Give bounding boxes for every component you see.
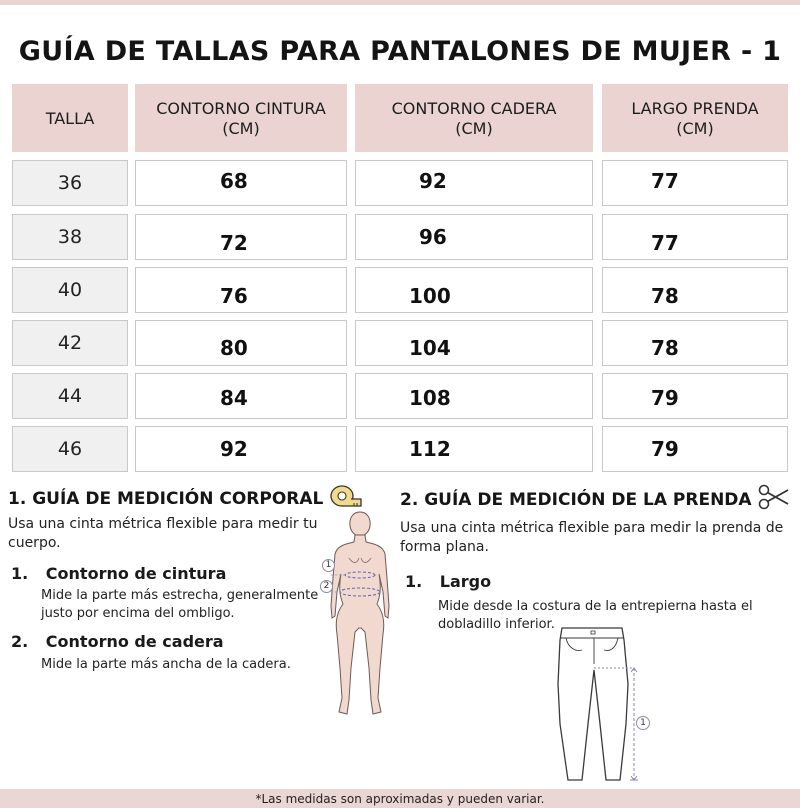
scissors-icon bbox=[758, 484, 790, 515]
section-body-measure-title bbox=[8, 484, 363, 513]
desc-line: dobladillo inferior. bbox=[438, 617, 555, 632]
cell-value: 108 bbox=[409, 386, 451, 410]
item-title-text: Contorno de cintura bbox=[45, 564, 227, 583]
cell-value: 80 bbox=[220, 336, 248, 360]
cell-value: 78 bbox=[651, 284, 679, 308]
body-figure bbox=[315, 508, 405, 723]
table-cell-largo bbox=[602, 267, 788, 313]
table-cell-cadera bbox=[355, 320, 593, 366]
cell-value: 96 bbox=[419, 225, 447, 249]
cell-value: 92 bbox=[419, 169, 447, 193]
section-title-text: 2. GUÍA DE MEDICIÓN DE LA PRENDA bbox=[400, 489, 752, 510]
item-length-title bbox=[405, 572, 491, 591]
footer-note: *Las medidas son aproximadas y pueden variar. bbox=[0, 789, 800, 808]
table-cell-cadera bbox=[355, 373, 593, 419]
item-number: 2. bbox=[11, 632, 29, 651]
cell-value: 84 bbox=[220, 386, 248, 410]
figure-marker-1: 1 bbox=[322, 559, 335, 572]
header-unit: (CM) bbox=[222, 119, 260, 138]
header-talla bbox=[12, 84, 128, 152]
table-row-size: 42 bbox=[12, 320, 128, 366]
header-line: LARGO PRENDA bbox=[631, 99, 759, 118]
table-cell-cadera bbox=[355, 267, 593, 313]
cell-value: 104 bbox=[409, 336, 451, 360]
cell-value: 78 bbox=[651, 336, 679, 360]
table-row-size: 44 bbox=[12, 373, 128, 419]
table-cell-cadera bbox=[355, 426, 593, 472]
item-hip-desc bbox=[41, 656, 331, 674]
desc-line: justo por encima del ombligo. bbox=[41, 606, 235, 621]
cell-value: 100 bbox=[409, 284, 451, 308]
header-line: CONTORNO CINTURA bbox=[156, 99, 326, 118]
table-cell-cintura bbox=[135, 267, 347, 313]
desc-line: Mide la parte más ancha de la cadera. bbox=[41, 657, 291, 672]
header-unit: (CM) bbox=[455, 119, 493, 138]
figure-marker-length: 1 bbox=[636, 716, 650, 730]
table-cell-cadera bbox=[355, 214, 593, 260]
item-waist-title bbox=[11, 564, 226, 583]
table-row-size: 46 bbox=[12, 426, 128, 472]
header-cadera bbox=[355, 84, 593, 152]
section2-intro bbox=[400, 519, 795, 557]
top-strip bbox=[0, 0, 800, 5]
cell-value: 92 bbox=[220, 437, 248, 461]
table-cell-largo bbox=[602, 426, 788, 472]
cell-value: 76 bbox=[220, 284, 248, 308]
cell-value: 68 bbox=[220, 169, 248, 193]
item-number: 1. bbox=[11, 564, 29, 583]
intro-line: Usa una cinta métrica flexible para medir la prenda de bbox=[400, 520, 784, 536]
table-cell-largo bbox=[602, 160, 788, 206]
item-number: 1. bbox=[405, 572, 423, 591]
table-cell-largo bbox=[602, 214, 788, 260]
cell-value: 77 bbox=[651, 169, 679, 193]
header-cintura bbox=[135, 84, 347, 152]
table-cell-largo bbox=[602, 373, 788, 419]
item-title-text: Contorno de cadera bbox=[45, 632, 224, 651]
page-title: GUÍA DE TALLAS PARA PANTALONES DE MUJER - 1 bbox=[18, 36, 782, 67]
section-title-text: 1. GUÍA DE MEDICIÓN CORPORAL bbox=[8, 488, 324, 509]
cell-value: 79 bbox=[651, 386, 679, 410]
intro-line: forma plana. bbox=[400, 539, 489, 555]
table-row-size: 38 bbox=[12, 214, 128, 260]
table-cell-cadera bbox=[355, 160, 593, 206]
table-row-size: 40 bbox=[12, 267, 128, 313]
cell-value: 77 bbox=[651, 231, 679, 255]
header-line: CONTORNO CADERA bbox=[391, 99, 557, 118]
table-cell-cintura bbox=[135, 320, 347, 366]
table-cell-cintura bbox=[135, 214, 347, 260]
item-title-text: Largo bbox=[439, 572, 492, 591]
table-cell-largo bbox=[602, 320, 788, 366]
header-line: TALLA bbox=[45, 109, 95, 128]
table-cell-cintura bbox=[135, 160, 347, 206]
item-waist-desc bbox=[41, 587, 331, 623]
header-unit: (CM) bbox=[676, 119, 714, 138]
section-garment-measure-title bbox=[400, 484, 790, 515]
figure-marker-2: 2 bbox=[320, 580, 333, 593]
cell-value: 72 bbox=[220, 231, 248, 255]
cell-value: 79 bbox=[651, 437, 679, 461]
table-row-size: 36 bbox=[12, 160, 128, 206]
table-cell-cintura bbox=[135, 373, 347, 419]
cell-value: 112 bbox=[409, 437, 451, 461]
desc-line: Mide desde la costura de la entrepierna hasta el bbox=[438, 599, 753, 614]
header-largo bbox=[602, 84, 788, 152]
item-hip-title bbox=[11, 632, 224, 651]
table-cell-cintura bbox=[135, 426, 347, 472]
pants-figure bbox=[550, 624, 660, 786]
section1-intro: Usa una cinta métrica flexible para medir tu cuerpo. bbox=[8, 516, 318, 551]
desc-line: Mide la parte más estrecha, generalmente bbox=[41, 588, 319, 603]
